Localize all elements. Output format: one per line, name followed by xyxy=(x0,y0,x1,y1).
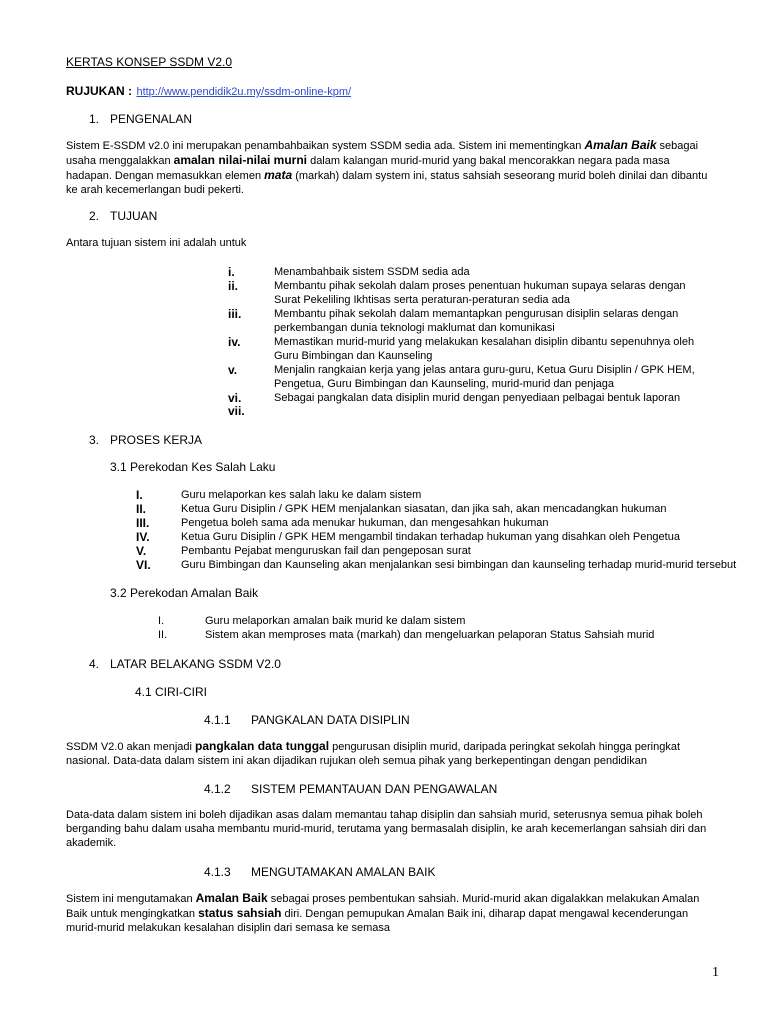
list-item: Menambahbaik sistem SSDM sedia ada xyxy=(274,266,470,278)
section-1-paragraph xyxy=(66,138,716,197)
list-number: V. xyxy=(136,544,147,558)
emphasis-mata: mata xyxy=(264,168,293,182)
text-run: sebagai proses pembentukan sahsiah. Murid-murid akan digalakkan melakukan Amalan Baik untuk mengingkatkan xyxy=(66,893,700,920)
emphasis-amalan-baik: Amalan Baik xyxy=(195,891,268,905)
text-run: sebagai usaha menggalakkan xyxy=(66,140,699,167)
emphasis-nilai-murni: amalan nilai-nilai murni xyxy=(173,153,308,167)
subsection-4-1-1-number: 4.1.1 xyxy=(204,713,231,727)
section-4-title: LATAR BELAKANG SSDM V2.0 xyxy=(110,657,281,671)
list-item: Memastikan murid-murid yang melakukan kesalahan disiplin dibantu sepenuhnya oleh Guru Bimbingan dan Kaunseling xyxy=(274,336,695,362)
subsection-4-1-3-paragraph xyxy=(66,891,716,935)
text-run: SSDM V2.0 akan menjadi xyxy=(66,741,196,753)
list-item: Sistem akan memproses mata (markah) dan mengeluarkan pelaporan Status Sahsiah murid xyxy=(205,629,655,641)
list-number: vi. xyxy=(228,391,242,405)
list-number: v. xyxy=(228,363,238,377)
text-run: pengurusan disiplin murid, daripada peringkat sekolah hingga peringkat nasional. Data-data dalam sistem ini akan dijadikan rujukan oleh semua pihak yang berkepentingan dengan pendidikan xyxy=(66,741,681,767)
subsection-4-1-2-paragraph: Data-data dalam sistem ini boleh dijadikan asas dalam memantau tahap disiplin dan sahsiah murid, seterusnya semua pihak boleh berganding bahu dalam usaha membantu murid-murid, terutama yang bermasalah disiplin, ke arah kecemerlangan sahsiah diri dan akademik. xyxy=(66,809,707,849)
section-2-intro: Antara tujuan sistem ini adalah untuk xyxy=(66,237,247,249)
text-run: dalam kalangan murid-murid yang bakal mencorakkan negara pada masa hadapan. Dengan memasukkan elemen xyxy=(66,155,670,182)
list-number: II. xyxy=(136,502,147,516)
reference-label: RUJUKAN : xyxy=(66,84,132,98)
emphasis-pangkalan-data: pangkalan data tunggal xyxy=(195,739,330,753)
list-number: IV. xyxy=(136,530,150,544)
list-number: i. xyxy=(228,265,235,279)
section-1-title: PENGENALAN xyxy=(110,112,193,126)
list-item: Guru Bimbingan dan Kaunseling akan menjalankan sesi bimbingan dan kaunseling terhadap murid-murid tersebut xyxy=(181,559,737,571)
section-3-number: 3. xyxy=(89,433,100,447)
list-item: Membantu pihak sekolah dalam memantapkan pengurusan disiplin selaras dengan perkembangan dunia teknologi maklumat dan komunikasi xyxy=(274,308,679,334)
document-title: KERTAS KONSEP SSDM V2.0 xyxy=(66,55,233,69)
section-2-title: TUJUAN xyxy=(110,209,158,223)
list-number: vii. xyxy=(228,404,245,418)
text-run: Sistem E-SSDM v2.0 ini merupakan penambahbaikan system SSDM sedia ada. Sistem ini mementingkan xyxy=(66,140,585,152)
list-number: ii. xyxy=(228,279,239,293)
subsection-4-1-3-number: 4.1.3 xyxy=(204,865,231,879)
text-run: Sistem ini mengutamakan xyxy=(66,893,196,905)
list-number: III. xyxy=(136,516,150,530)
list-item: Pengetua boleh sama ada menukar hukuman, dan mengesahkan hukuman xyxy=(181,517,549,529)
subsection-4-1-title: 4.1 CIRI-CIRI xyxy=(135,685,208,699)
reference-line xyxy=(66,82,351,100)
subsection-4-1-2-title: SISTEM PEMANTAUAN DAN PENGAWALAN xyxy=(251,782,498,796)
subsection-4-1-1-paragraph xyxy=(66,739,716,768)
list-item: Pembantu Pejabat menguruskan fail dan pengeposan surat xyxy=(181,545,471,557)
text-run: diri. Dengan pemupukan Amalan Baik ini, diharap dapat mengawal kecenderungan murid-murid melakukan kesalahan disiplin dari semasa ke semasa xyxy=(66,908,689,934)
reference-link[interactable]: http://www.pendidik2u.my/ssdm-online-kpm/ xyxy=(136,86,352,98)
subsection-4-1-2-number: 4.1.2 xyxy=(204,782,231,796)
section-4-number: 4. xyxy=(89,657,100,671)
page-number: 1 xyxy=(712,965,719,980)
list-item: Guru melaporkan kes salah laku ke dalam sistem xyxy=(181,489,422,501)
emphasis-amalan-baik: Amalan Baik xyxy=(584,138,657,152)
list-number: iv. xyxy=(228,335,241,349)
section-3-title: PROSES KERJA xyxy=(110,433,203,447)
subsection-4-1-1-title: PANGKALAN DATA DISIPLIN xyxy=(251,713,410,727)
subsection-3-2-title: 3.2 Perekodan Amalan Baik xyxy=(110,586,259,600)
list-item: Guru melaporkan amalan baik murid ke dalam sistem xyxy=(205,615,466,627)
list-number: I. xyxy=(136,488,143,502)
list-item: Ketua Guru Disiplin / GPK HEM menjalankan siasatan, dan jika sah, akan mencadangkan hukuman xyxy=(181,503,667,515)
list-number: I. xyxy=(158,615,165,627)
list-item: Membantu pihak sekolah dalam proses penentuan hukuman supaya selaras dengan Surat Pekeliling Ikhtisas serta peraturan-peraturan sedia ada xyxy=(274,280,686,306)
subsection-3-1-title: 3.1 Perekodan Kes Salah Laku xyxy=(110,460,276,474)
text-run: (markah) dalam system ini, status sahsiah seseorang murid boleh dinilai dan dibantu ke arah kecemerlangan budi pekerti. xyxy=(66,170,708,196)
list-item: Sebagai pangkalan data disiplin murid dengan penyediaan pelbagai bentuk laporan xyxy=(274,392,681,404)
emphasis-status-sahsiah: status sahsiah xyxy=(198,906,282,920)
section-1-number: 1. xyxy=(89,112,100,126)
list-number: iii. xyxy=(228,307,242,321)
list-number: VI. xyxy=(136,558,151,572)
subsection-4-1-3-title: MENGUTAMAKAN AMALAN BAIK xyxy=(251,865,436,879)
list-number: II. xyxy=(158,629,168,641)
section-2-number: 2. xyxy=(89,209,100,223)
list-item: Ketua Guru Disiplin / GPK HEM mengambil tindakan terhadap hukuman yang disahkan oleh Pengetua xyxy=(181,531,680,543)
list-item: Menjalin rangkaian kerja yang jelas antara guru-guru, Ketua Guru Disiplin / GPK HEM, Pengetua, Guru Bimbingan dan Kaunseling, murid-murid dan penjaga xyxy=(274,364,695,390)
